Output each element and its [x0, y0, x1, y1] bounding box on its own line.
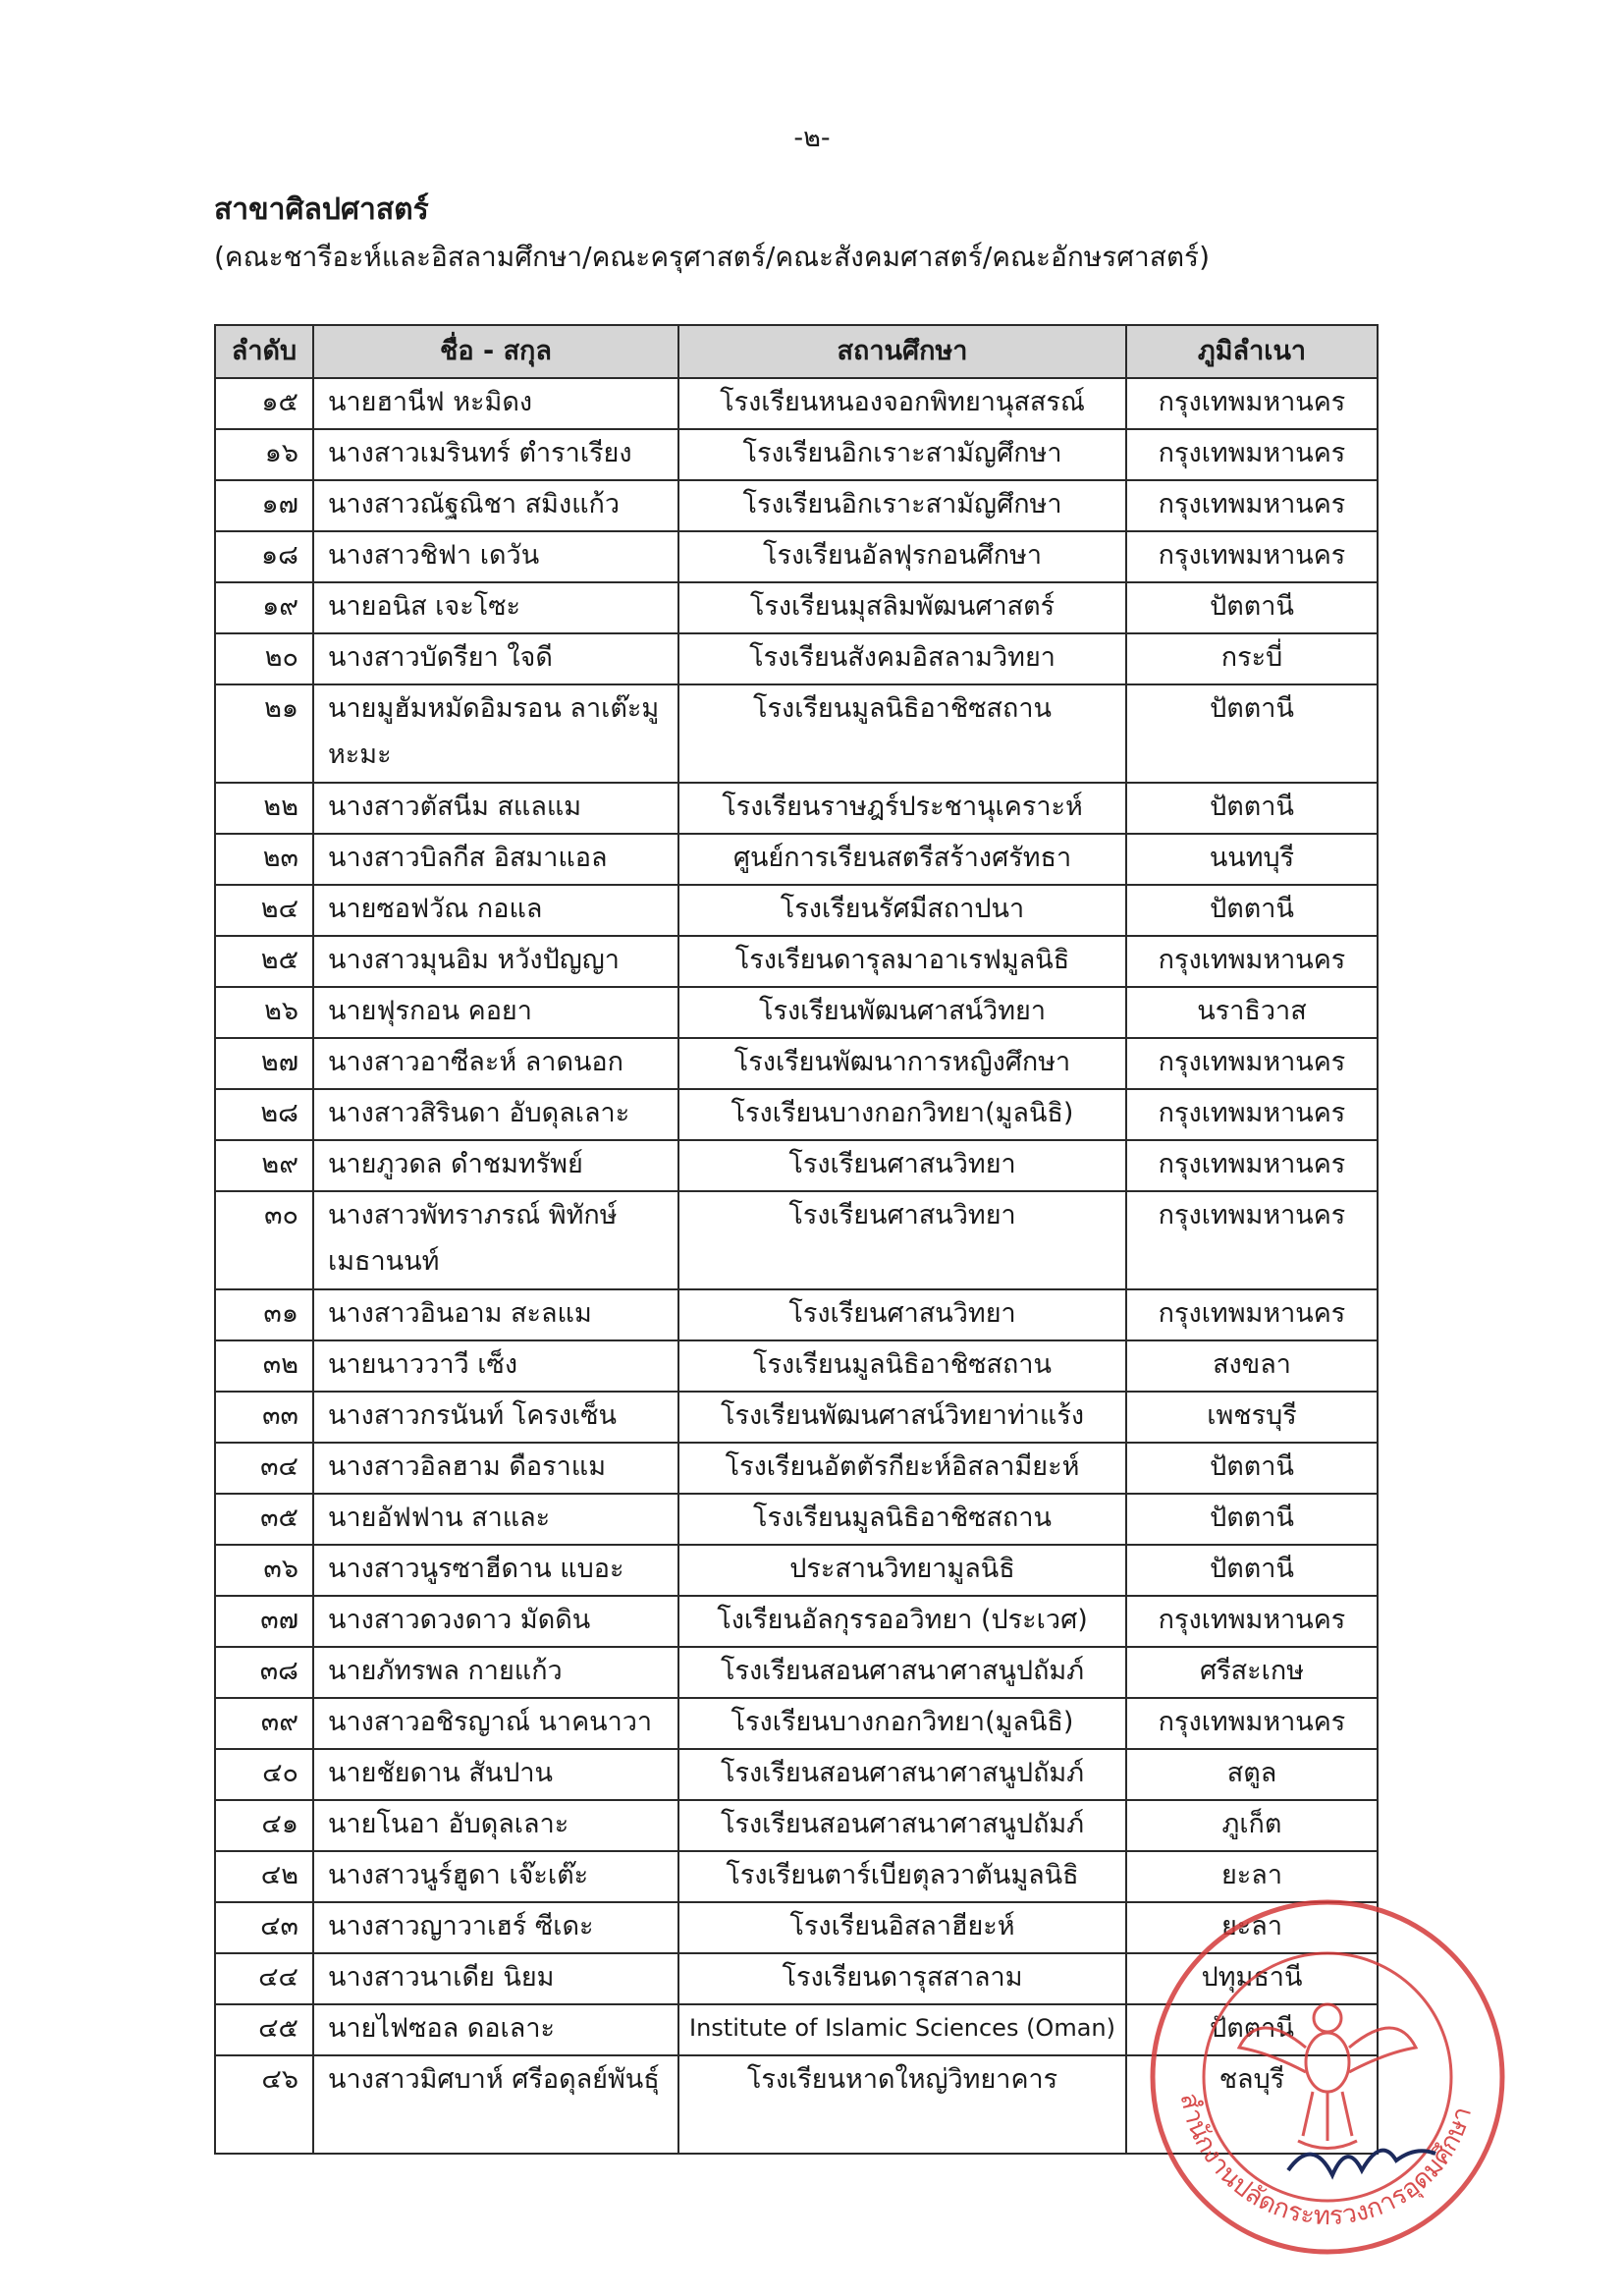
- row-order: ๒๕: [215, 936, 313, 987]
- row-order: ๒๐: [215, 633, 313, 684]
- table-row: [215, 1647, 1378, 1698]
- row-order: ๓๐: [215, 1191, 313, 1289]
- row-name: นางสาวนาเดีย นิยม: [313, 1953, 678, 2004]
- row-school: โรงเรียนศาสนวิทยา: [678, 1191, 1126, 1289]
- row-school: โงเรียนอัลกุรรออวิทยา (ประเวศ): [678, 1596, 1126, 1647]
- table-row: [215, 1545, 1378, 1596]
- row-order: ๓๕: [215, 1494, 313, 1545]
- roster-body: [215, 378, 1378, 2154]
- row-school: โรงเรียนสอนศาสนาศาสนูปถัมภ์: [678, 1800, 1126, 1851]
- row-hometown: กรุงเทพมหานคร: [1126, 1289, 1378, 1340]
- table-row: [215, 783, 1378, 834]
- row-school: ประสานวิทยามูลนิธิ: [678, 1545, 1126, 1596]
- row-order: ๒๓: [215, 834, 313, 885]
- row-school: โรงเรียนดารุลมาอาเรฟมูลนิธิ: [678, 936, 1126, 987]
- row-order: ๒๘: [215, 1089, 313, 1140]
- row-name: นางสาวมุนอิม หวังปัญญา: [313, 936, 678, 987]
- table-row: [215, 2004, 1378, 2055]
- row-name: นายฟุรกอน คอยา: [313, 987, 678, 1038]
- table-row: [215, 1494, 1378, 1545]
- row-school: โรงเรียนพัฒนาการหญิงศึกษา: [678, 1038, 1126, 1089]
- row-hometown: นนทบุรี: [1126, 834, 1378, 885]
- row-name: นางสาวเมรินทร์ ตำราเรียง: [313, 429, 678, 480]
- row-school: โรงเรียนสอนศาสนาศาสนูปถัมภ์: [678, 1647, 1126, 1698]
- table-row: [215, 1443, 1378, 1494]
- table-row: [215, 378, 1378, 429]
- table-row: [215, 480, 1378, 531]
- table-row: [215, 1749, 1378, 1800]
- row-order: ๒๗: [215, 1038, 313, 1089]
- row-hometown: ภูเก็ต: [1126, 1800, 1378, 1851]
- row-hometown: กรุงเทพมหานคร: [1126, 531, 1378, 582]
- row-hometown: ปทุมธานี: [1126, 1953, 1378, 2004]
- row-hometown: กรุงเทพมหานคร: [1126, 429, 1378, 480]
- row-school: โรงเรียนบางกอกวิทยา(มูลนิธิ): [678, 1089, 1126, 1140]
- table-row: [215, 633, 1378, 684]
- row-school: โรงเรียนอัลฟุรกอนศึกษา: [678, 531, 1126, 582]
- row-hometown: กรุงเทพมหานคร: [1126, 936, 1378, 987]
- table-row: [215, 2055, 1378, 2154]
- row-order: ๓๘: [215, 1647, 313, 1698]
- row-hometown: ศรีสะเกษ: [1126, 1647, 1378, 1698]
- row-hometown: ปัตตานี: [1126, 2004, 1378, 2055]
- row-order: ๔๑: [215, 1800, 313, 1851]
- table-row: [215, 987, 1378, 1038]
- row-school: โรงเรียนมุสลิมพัฒนศาสตร์: [678, 582, 1126, 633]
- row-hometown: ยะลา: [1126, 1902, 1378, 1953]
- row-school: โรงเรียนอิกเราะสามัญศึกษา: [678, 480, 1126, 531]
- row-school: โรงเรียนดารุสสาลาม: [678, 1953, 1126, 2004]
- row-order: ๓๖: [215, 1545, 313, 1596]
- section-subtitle: (คณะชารีอะห์และอิสลามศึกษา/คณะครุศาสตร์/คณะสังคมศาสตร์/คณะอักษรศาสตร์): [214, 241, 1211, 273]
- row-hometown: กรุงเทพมหานคร: [1126, 1191, 1378, 1289]
- row-name: นางสาวกรนันท์ โครงเซ็น: [313, 1392, 678, 1443]
- row-name: นางสาวบิลกีส อิสมาแอล: [313, 834, 678, 885]
- row-order: ๓๔: [215, 1443, 313, 1494]
- row-school: โรงเรียนหนองจอกพิทยานุสสรณ์: [678, 378, 1126, 429]
- table-row: [215, 1038, 1378, 1089]
- row-name: นางสาวนูรซาฮีดาน แบอะ: [313, 1545, 678, 1596]
- table-row: [215, 1596, 1378, 1647]
- row-school: โรงเรียนอัตตัรกียะห์อิสลามียะห์: [678, 1443, 1126, 1494]
- table-row: [215, 834, 1378, 885]
- row-school: โรงเรียนสอนศาสนาศาสนูปถัมภ์: [678, 1749, 1126, 1800]
- row-hometown: ปัตตานี: [1126, 582, 1378, 633]
- row-name: นางสาวสิรินดา อับดุลเลาะ: [313, 1089, 678, 1140]
- table-row: [215, 1191, 1378, 1289]
- row-hometown: ปัตตานี: [1126, 783, 1378, 834]
- row-order: ๔๐: [215, 1749, 313, 1800]
- row-hometown: สงขลา: [1126, 1340, 1378, 1392]
- row-school: โรงเรียนมูลนิธิอาชิซสถาน: [678, 684, 1126, 783]
- row-order: ๓๓: [215, 1392, 313, 1443]
- seal-text: สำนักงานปลัดกระทรวงการอุดมศึกษา: [1173, 2090, 1479, 2232]
- row-order: ๒๙: [215, 1140, 313, 1191]
- row-name: นางสาวมิศบาห์ ศรีอดุลย์พันธุ์: [313, 2055, 678, 2154]
- header-order: ลำดับ: [215, 325, 313, 378]
- row-order: ๒๖: [215, 987, 313, 1038]
- row-order: ๓๙: [215, 1698, 313, 1749]
- row-name: นางสาวอชิรญาณ์ นาคนาวา: [313, 1698, 678, 1749]
- row-name: นายนาววาวี เซ็ง: [313, 1340, 678, 1392]
- row-name: นางสาวญาวาเฮร์ ซีเดะ: [313, 1902, 678, 1953]
- table-row: [215, 1902, 1378, 1953]
- row-order: ๔๔: [215, 1953, 313, 2004]
- row-name: นางสาวชิฟา เดวัน: [313, 531, 678, 582]
- row-school: ศูนย์การเรียนสตรีสร้างศรัทธา: [678, 834, 1126, 885]
- row-name: นางสาวอินอาม สะลแม: [313, 1289, 678, 1340]
- header-name: ชื่อ - สกุล: [313, 325, 678, 378]
- row-order: ๔๒: [215, 1851, 313, 1902]
- row-hometown: กรุงเทพมหานคร: [1126, 1698, 1378, 1749]
- row-name: นางสาวพัทราภรณ์ พิทักษ์ เมธานนท์: [313, 1191, 678, 1289]
- row-name: นางสาวอาซีละห์ ลาดนอก: [313, 1038, 678, 1089]
- row-school: โรงเรียนพัฒนศาสน์วิทยา: [678, 987, 1126, 1038]
- table-row: [215, 684, 1378, 783]
- row-hometown: กรุงเทพมหานคร: [1126, 480, 1378, 531]
- row-order: ๑๘: [215, 531, 313, 582]
- row-hometown: ปัตตานี: [1126, 1545, 1378, 1596]
- header-hometown: ภูมิลำเนา: [1126, 325, 1378, 378]
- table-row: [215, 936, 1378, 987]
- row-school: โรงเรียนอิสลาฮียะห์: [678, 1902, 1126, 1953]
- row-school: Institute of Islamic Sciences (Oman): [678, 2004, 1126, 2055]
- table-row: [215, 1140, 1378, 1191]
- row-school: โรงเรียนพัฒนศาสน์วิทยาท่าแร้ง: [678, 1392, 1126, 1443]
- row-order: ๓๗: [215, 1596, 313, 1647]
- table-row: [215, 1392, 1378, 1443]
- page-number: -๒-: [793, 123, 831, 153]
- table-row: [215, 582, 1378, 633]
- table-row: [215, 1089, 1378, 1140]
- table-row: [215, 1698, 1378, 1749]
- row-name: นายชัยดาน สันปาน: [313, 1749, 678, 1800]
- table-row: [215, 1851, 1378, 1902]
- row-school: โรงเรียนราษฎร์ประชานุเคราะห์: [678, 783, 1126, 834]
- section-title: สาขาศิลปศาสตร์: [214, 192, 429, 227]
- row-hometown: เพชรบุรี: [1126, 1392, 1378, 1443]
- row-order: ๓๒: [215, 1340, 313, 1392]
- row-order: ๒๔: [215, 885, 313, 936]
- row-order: ๓๑: [215, 1289, 313, 1340]
- row-school: โรงเรียนหาดใหญ่วิทยาคาร: [678, 2055, 1126, 2154]
- row-name: นางสาวณัฐณิชา สมิงแก้ว: [313, 480, 678, 531]
- table-row: [215, 1289, 1378, 1340]
- row-name: นายภัทรพล กายแก้ว: [313, 1647, 678, 1698]
- row-hometown: กรุงเทพมหานคร: [1126, 378, 1378, 429]
- row-hometown: ปัตตานี: [1126, 684, 1378, 783]
- row-name: นายภูวดล ดำชมทรัพย์: [313, 1140, 678, 1191]
- row-hometown: ปัตตานี: [1126, 1494, 1378, 1545]
- row-order: ๔๕: [215, 2004, 313, 2055]
- row-school: โรงเรียนมูลนิธิอาชิซสถาน: [678, 1340, 1126, 1392]
- table-row: [215, 885, 1378, 936]
- row-hometown: ชลบุรี: [1126, 2055, 1378, 2154]
- row-school: โรงเรียนศาสนวิทยา: [678, 1289, 1126, 1340]
- table-row: [215, 1953, 1378, 2004]
- row-name: นางสาวดวงดาว มัดดิน: [313, 1596, 678, 1647]
- row-hometown: นราธิวาส: [1126, 987, 1378, 1038]
- row-hometown: กรุงเทพมหานคร: [1126, 1089, 1378, 1140]
- row-hometown: ยะลา: [1126, 1851, 1378, 1902]
- row-name: นายอนิส เจะโซะ: [313, 582, 678, 633]
- row-school: โรงเรียนสังคมอิสลามวิทยา: [678, 633, 1126, 684]
- row-name: นายโนอา อับดุลเลาะ: [313, 1800, 678, 1851]
- row-order: ๒๒: [215, 783, 313, 834]
- header-school: สถานศึกษา: [678, 325, 1126, 378]
- row-order: ๔๓: [215, 1902, 313, 1953]
- roster-table: [214, 324, 1379, 2155]
- row-hometown: ปัตตานี: [1126, 885, 1378, 936]
- row-hometown: กรุงเทพมหานคร: [1126, 1038, 1378, 1089]
- table-header-row: [215, 325, 1378, 378]
- row-hometown: สตูล: [1126, 1749, 1378, 1800]
- row-name: นางสาวตัสนีม สแลแม: [313, 783, 678, 834]
- row-name: นางสาวบัดรียา ใจดี: [313, 633, 678, 684]
- row-hometown: ปัตตานี: [1126, 1443, 1378, 1494]
- row-school: โรงเรียนมูลนิธิอาชิซสถาน: [678, 1494, 1126, 1545]
- row-order: ๑๙: [215, 582, 313, 633]
- row-hometown: กรุงเทพมหานคร: [1126, 1596, 1378, 1647]
- row-order: ๑๖: [215, 429, 313, 480]
- row-name: นายฮานีฟ หะมิดง: [313, 378, 678, 429]
- row-name: นายมูฮัมหมัดอิมรอน ลาเต๊ะมูหะมะ: [313, 684, 678, 783]
- row-name: นางสาวอิลฮาม ดือราแม: [313, 1443, 678, 1494]
- row-school: โรงเรียนอิกเราะสามัญศึกษา: [678, 429, 1126, 480]
- table-row: [215, 429, 1378, 480]
- table-row: [215, 531, 1378, 582]
- row-order: ๑๕: [215, 378, 313, 429]
- row-order: ๑๗: [215, 480, 313, 531]
- row-school: โรงเรียนศาสนวิทยา: [678, 1140, 1126, 1191]
- row-school: โรงเรียนตาร์เบียตุลวาตันมูลนิธิ: [678, 1851, 1126, 1902]
- table-row: [215, 1800, 1378, 1851]
- row-school: โรงเรียนบางกอกวิทยา(มูลนิธิ): [678, 1698, 1126, 1749]
- row-order: ๔๖: [215, 2055, 313, 2154]
- row-name: นายไฟซอล ดอเลาะ: [313, 2004, 678, 2055]
- row-school: โรงเรียนรัศมีสถาปนา: [678, 885, 1126, 936]
- row-hometown: กระบี่: [1126, 633, 1378, 684]
- row-order: ๒๑: [215, 684, 313, 783]
- row-name: นายซอฟวัณ กอแล: [313, 885, 678, 936]
- row-hometown: กรุงเทพมหานคร: [1126, 1140, 1378, 1191]
- row-name: นายอัฟฟาน สาและ: [313, 1494, 678, 1545]
- row-name: นางสาวนูร์ฮูดา เจ๊ะเต๊ะ: [313, 1851, 678, 1902]
- table-row: [215, 1340, 1378, 1392]
